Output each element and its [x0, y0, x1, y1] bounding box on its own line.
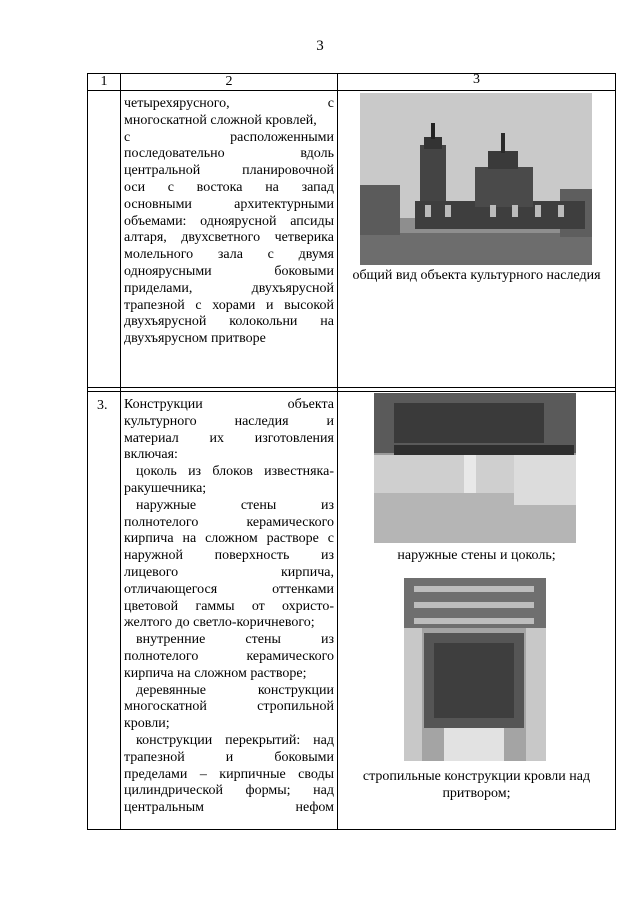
- col-line-0: [87, 73, 88, 830]
- header-col-2: 2: [225, 74, 233, 89]
- row-divider: [87, 387, 615, 388]
- table-border-bottom: [87, 829, 615, 830]
- row-divider-2: [87, 391, 615, 392]
- rafters-photo-caption: [338, 768, 615, 802]
- header-col-1: 1: [100, 74, 108, 89]
- col-line-2: [337, 73, 338, 830]
- row-3-text: Конструкции объекта культурного наследия и материал их изготовления включая: цоколь из блоков известняка- ракушечника; наружные стены из полнотелого керамического кирпича на сложном растворе с наружной поверхность из лицевого кирпича, отличающегося оттенками цветовой гаммы от охристо- желтого до светло-коричневого; внутренние стены из полнотелого керамического кирпича на сложном растворе; деревянные конструкции многоскатной стропильной кровли; конструкции перекрытий: над трапезной и боковыми пределами – кирпичные своды цилиндрической формы; над центральным нефом: [124, 397, 334, 816]
- continued-row-text: четырехярусного, с многоскатной сложной кровлей, с расположенными последовательно вдоль центральной планировочной оси с востока на запад основными архитектурными объемами: одноярусной апсиды алтаря, двухсветного четверика молельного зала с двумя одноярусными боковыми приделами, двухъярусной трапезной с хорами и высокой двухъярусной колокольни на двухъярусном притворе: [124, 96, 334, 347]
- rafters-caption-line-2: притвором;: [442, 786, 511, 801]
- page-number: 3: [316, 38, 324, 54]
- church-photo-caption: общий вид объекта культурного наследия: [352, 268, 601, 283]
- walls-photo-caption: наружные стены и цоколь;: [397, 548, 556, 563]
- row-number: 3.: [97, 398, 108, 413]
- col-line-3: [615, 73, 616, 830]
- header-divider: [87, 90, 615, 91]
- rafters-photo: [404, 578, 546, 761]
- header-col-3: 3: [473, 72, 480, 87]
- col-line-1: [120, 73, 121, 830]
- walls-photo: [374, 393, 576, 543]
- rafters-caption-line-1: стропильные конструкции кровли над: [362, 769, 591, 784]
- church-photo: [360, 93, 592, 265]
